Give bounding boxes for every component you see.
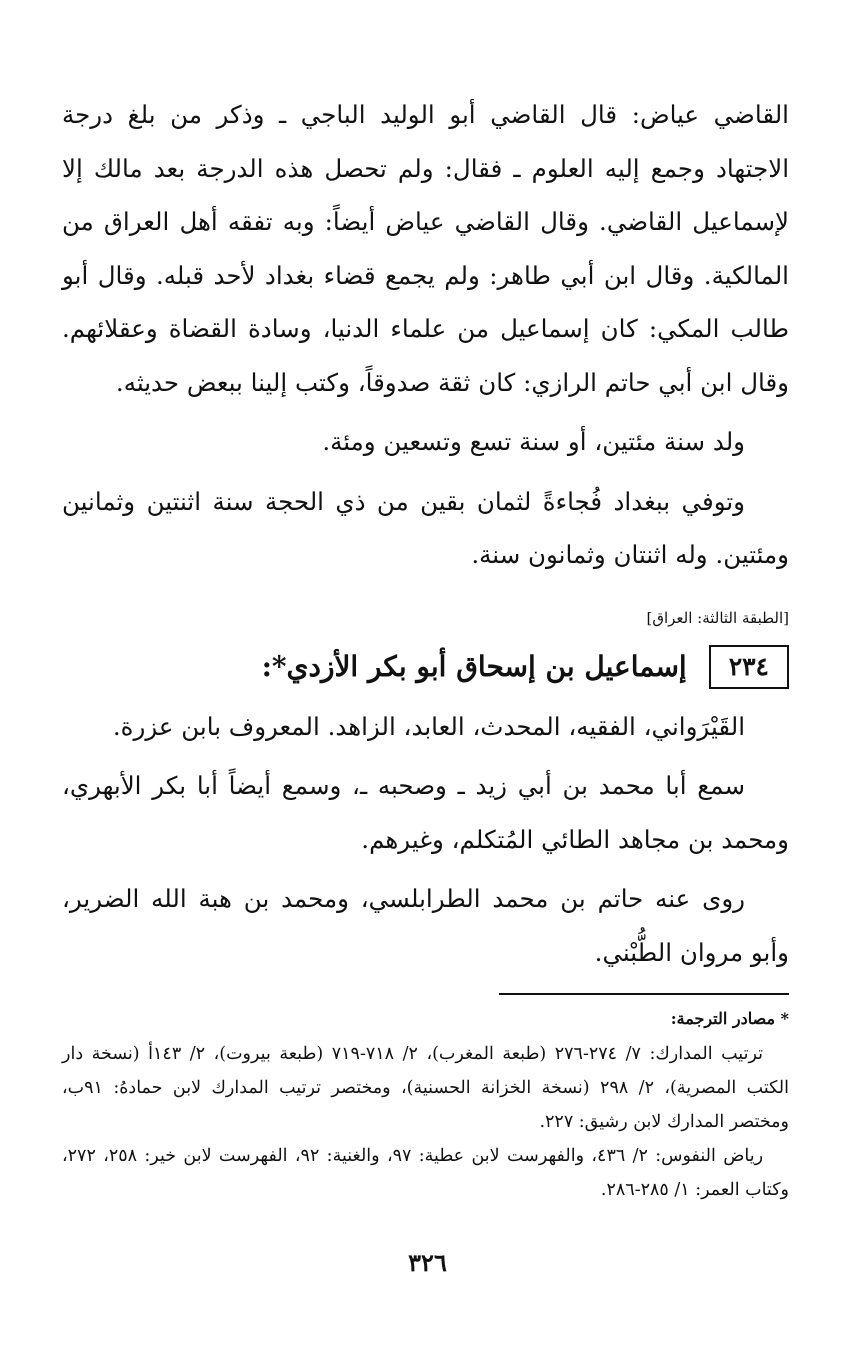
paragraph-entry-teachers: سمع أبا محمد بن أبي زيد ـ وصحبه ـ، وسمع أيضاً أبا بكر الأبهري، ومحمد بن مجاهد الطائي المُتكلم، وغيرهم. xyxy=(62,771,789,854)
paragraph-entry-students: روى عنه حاتم بن محمد الطرابلسي، ومحمد بن هبة الله الضرير، وأبو مروان الطُّبْني. xyxy=(62,884,789,967)
section-tag: [الطبقة الثالثة: العراق] xyxy=(646,608,789,627)
entry-number-box: ٢٣٤ xyxy=(709,645,789,689)
footnote-heading: * مصادر الترجمة: xyxy=(670,1009,789,1028)
entry-title: إسماعيل بن إسحاق أبو بكر الأزدي*: xyxy=(261,650,687,683)
page-body xyxy=(62,88,789,1207)
paragraph-entry-description: القَيْرَواني، الفقيه، المحدث، العابد، الزاهد. المعروف بابن عزرة. xyxy=(112,711,745,741)
footnote-item: رياض النفوس: ٢/ ٤٣٦، والفهرست لابن عطية: ٩٧، والغنية: ٩٢، الفهرست لابن خير: ٢٥٨، ٢٧٢، وكتاب العمر: ١/ ٢٨٥-٢٨٦. xyxy=(62,1146,789,1200)
paragraph-biography-previous: القاضي عياض: قال القاضي أبو الوليد الباجي ـ وذكر من بلغ درجة الاجتهاد وجمع إليه العلوم ـ فقال: ولم تحصل هذه الدرجة بعد مالك إلا لإسماعيل القاضي. وقال القاضي عياض أيضاً: وبه تفقه أهل العراق من المالكية. وقال ابن أبي طاهر: ولم يجمع قضاء بغداد لأحد قبله. وقال أبو طالب المكي: كان إسماعيل من علماء الدنيا، وسادة القضاة وعقلائهم. وقال ابن أبي حاتم الرازي: كان ثقة صدوقاً، وكتب إلينا ببعض حديثه. xyxy=(62,100,789,397)
page-number: ٣٢٦ xyxy=(408,1248,447,1277)
footnote-divider xyxy=(499,993,789,995)
paragraph-death: وتوفي ببغداد فُجاءةً لثمان بقين من ذي الحجة سنة اثنتين وثمانين ومئتين. وله اثنتان وثمانون سنة. xyxy=(62,486,789,569)
paragraph-birth: ولد سنة مئتين، أو سنة تسع وتسعين ومئة. xyxy=(322,427,745,456)
footnote-item: ترتيب المدارك: ٧/ ٢٧٤-٢٧٦ (طبعة المغرب)، ٢/ ٧١٨-٧١٩ (طبعة بيروت)، ٢/ ١٤٣أ (نسخة دار الكتب المصرية)، ٢/ ٢٩٨ (نسخة الخزانة الحسنية)، ومختصر ترتيب المدارك لابن حمادهُ: ٩١ب، ومختصر المدارك لابن رشيق: ٢٢٧. xyxy=(62,1044,789,1132)
entry-heading xyxy=(62,636,789,698)
